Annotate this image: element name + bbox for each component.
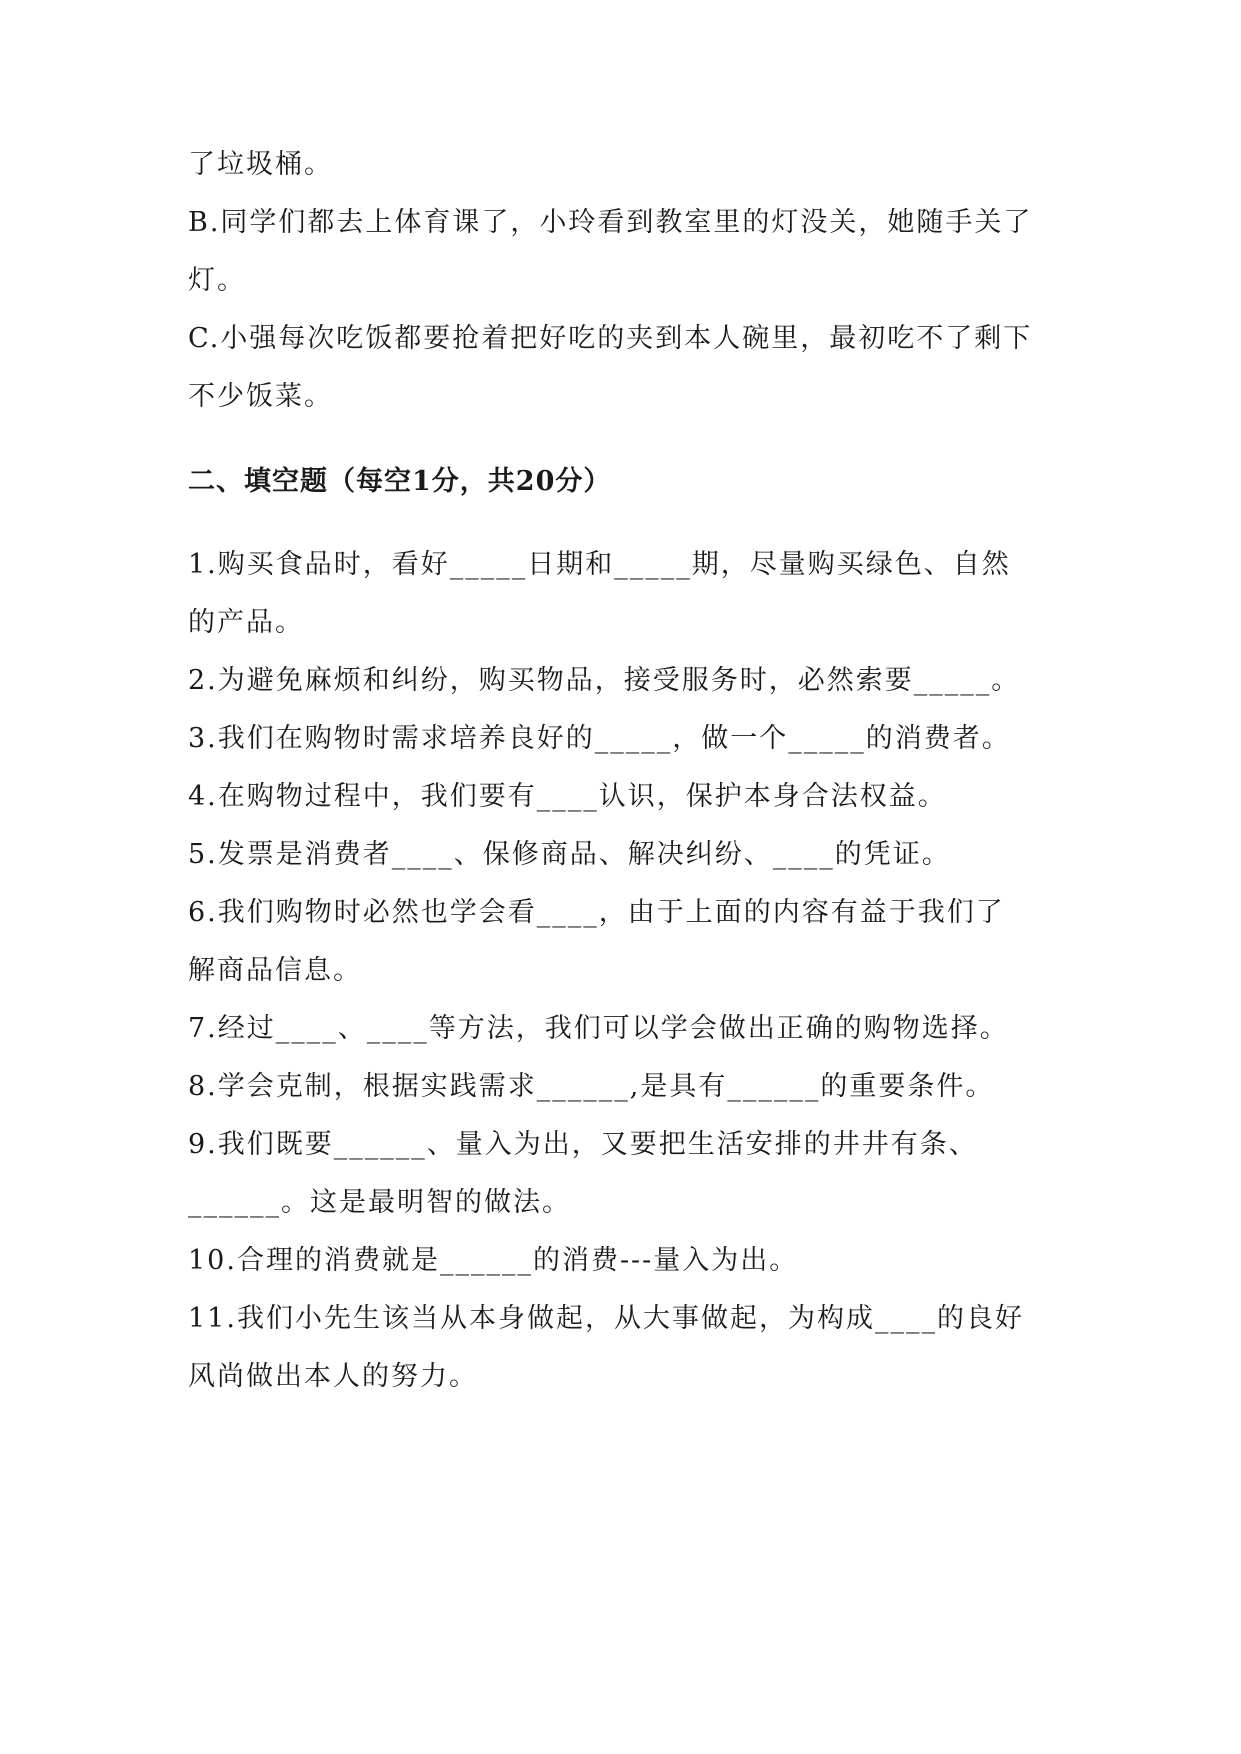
option-c-continuation: 不少饭菜。 xyxy=(188,381,333,412)
option-b: B.同学们都去上体育课了，小玲看到教室里的灯没关，她随手关了 xyxy=(188,207,1033,238)
question-9-continuation: ______。这是最明智的做法。 xyxy=(188,1187,571,1218)
option-c: C.小强每次吃饭都要抢着把好吃的夹到本人碗里，最初吃不了剩下 xyxy=(188,323,1033,354)
question-8: 8.学会克制，根据实践需求______,是具有______的重要条件。 xyxy=(188,1071,995,1102)
question-1: 1.购买食品时，看好_____日期和_____期，尽量购买绿色、自然 xyxy=(188,549,1011,580)
question-1-continuation: 的产品。 xyxy=(188,607,304,638)
question-2: 2.为避免麻烦和纠纷，购买物品，接受服务时，必然索要_____。 xyxy=(188,665,1021,696)
question-4: 4.在购物过程中，我们要有____认识，保护本身合法权益。 xyxy=(188,781,947,812)
question-3: 3.我们在购物时需求培养良好的_____，做一个_____的消费者。 xyxy=(188,723,1011,754)
option-b-continuation: 灯。 xyxy=(188,265,246,296)
question-11-continuation: 风尚做出本人的努力。 xyxy=(188,1361,478,1392)
question-7: 7.经过____、____等方法，我们可以学会做出正确的购物选择。 xyxy=(188,1013,1009,1044)
question-10: 10.合理的消费就是______的消费---量入为出。 xyxy=(188,1245,799,1276)
question-6-continuation: 解商品信息。 xyxy=(188,955,362,986)
question-5: 5.发票是消费者____、保修商品、解决纠纷、____的凭证。 xyxy=(188,839,951,870)
option-a-continuation: 了垃圾桶。 xyxy=(188,149,333,180)
question-11: 11.我们小先生该当从本身做起，从大事做起，为构成____的良好 xyxy=(188,1303,1024,1334)
question-9: 9.我们既要______、量入为出，又要把生活安排的井井有条、 xyxy=(188,1129,978,1160)
section-heading-fill-blank: 二、填空题（每空1分，共20分） xyxy=(188,466,612,497)
question-6: 6.我们购物时必然也学会看____，由于上面的内容有益于我们了 xyxy=(188,897,1005,928)
